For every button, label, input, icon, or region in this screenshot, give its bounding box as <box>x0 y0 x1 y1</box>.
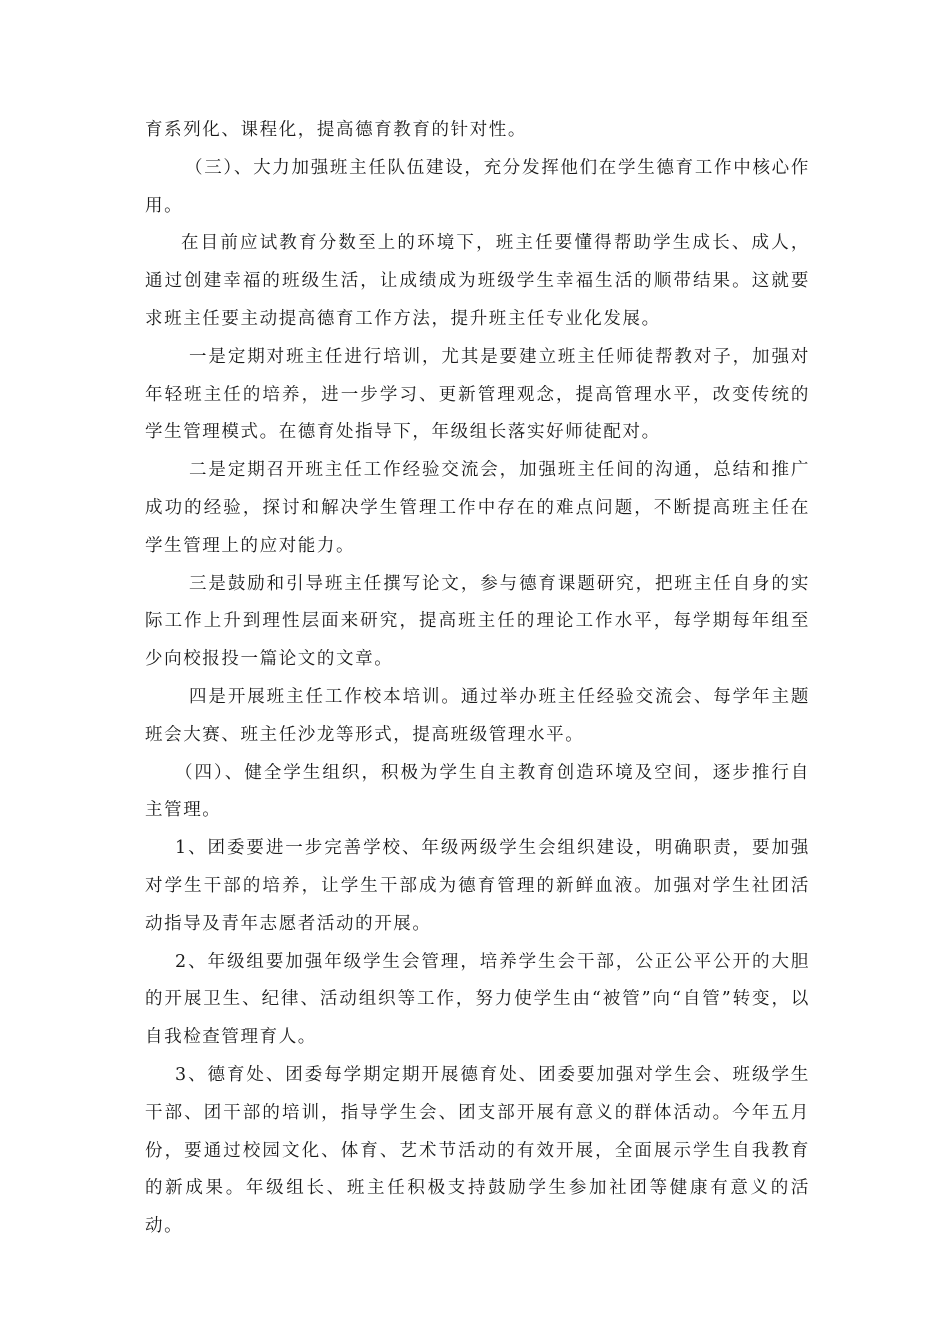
section-heading-3: （三）、大力加强班主任队伍建设，充分发挥他们在学生德育工作中核心作用。 <box>145 157 810 216</box>
numbered-item-1: 1、团委要进一步完善学校、年级两级学生会组织建设，明确职责，要加强对学生干部的培养，让学生干部成为德育管理的新鲜血液。加强对学生社团活动指导及青年志愿者活动的开展。 <box>145 838 810 934</box>
paragraph-continuation: 育系列化、课程化，提高德育教育的针对性。 <box>145 120 527 140</box>
paragraph: 在目前应试教育分数至上的环境下，班主任要懂得帮助学生成长、成人，通过创建幸福的班级生活，让成绩成为班级学生幸福生活的顺带结果。这就要求班主任要主动提高德育工作方法，提升班主任专业化发展。 <box>145 233 810 329</box>
document-body <box>145 112 810 1246</box>
numbered-item-2: 2、年级组要加强年级学生会管理，培养学生会干部，公正公平公开的大胆的开展卫生、纪律、活动组织等工作，努力使学生由“被管”向“自管”转变，以自我检查管理育人。 <box>145 951 810 1048</box>
numbered-item-3: 3、德育处、团委每学期定期开展德育处、团委要加强对学生会、班级学生干部、团干部的培训，指导学生会、团支部开展有意义的群体活动。今年五月份，要通过校园文化、体育、艺术节活动的有效开展，全面展示学生自我教育的新成果。年级组长、班主任积极支持鼓励学生参加社团等健康有意义的活动。 <box>145 1064 810 1237</box>
paragraph-item-4: 四是开展班主任工作校本培训。通过举办班主任经验交流会、每学年主题班会大赛、班主任沙龙等形式，提高班级管理水平。 <box>145 686 810 745</box>
paragraph-item-2: 二是定期召开班主任工作经验交流会，加强班主任间的沟通，总结和推广成功的经验，探讨和解决学生管理工作中存在的难点问题，不断提高班主任在学生管理上的应对能力。 <box>145 460 810 556</box>
paragraph-item-1: 一是定期对班主任进行培训，尤其是要建立班主任师徒帮教对子，加强对年轻班主任的培养，进一步学习、更新管理观念，提高管理水平，改变传统的学生管理模式。在德育处指导下，年级组长落实好师徒配对。 <box>145 346 810 443</box>
paragraph-item-3: 三是鼓励和引导班主任撰写论文，参与德育课题研究，把班主任自身的实际工作上升到理性层面来研究，提高班主任的理论工作水平，每学期每年组至少向校报投一篇论文的文章。 <box>145 573 810 670</box>
section-heading-4: （四）、健全学生组织，积极为学生自主教育创造环境及空间，逐步推行自主管理。 <box>145 762 810 821</box>
